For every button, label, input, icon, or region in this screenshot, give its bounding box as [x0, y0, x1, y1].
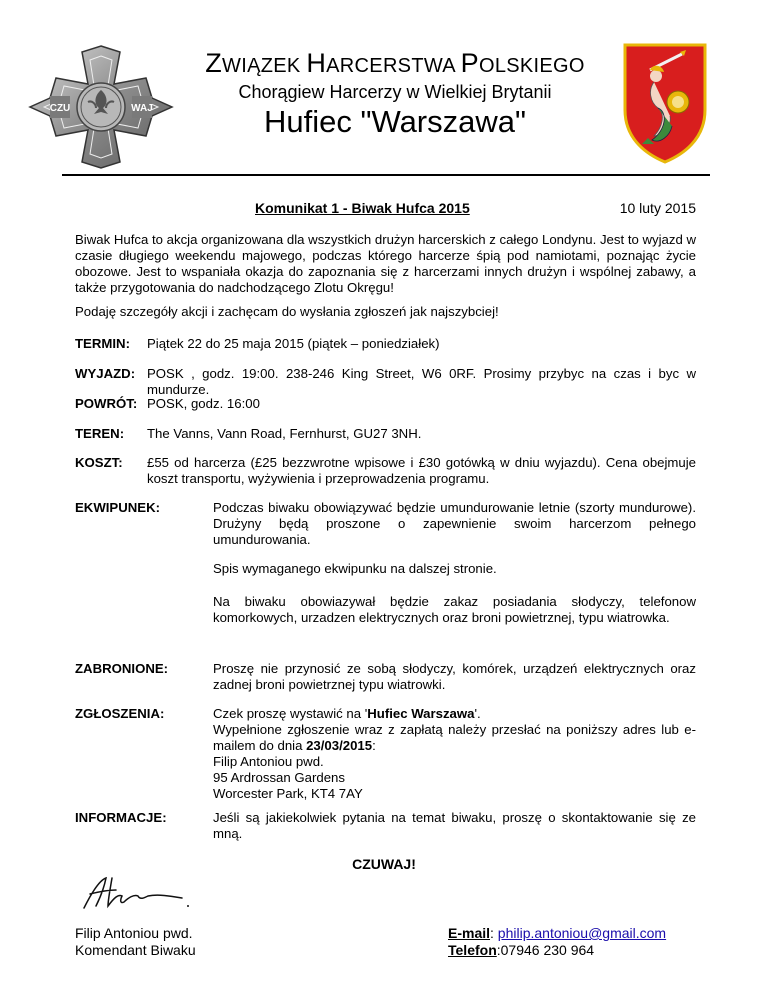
address-line-3: Worcester Park, KT4 7AY	[213, 786, 363, 801]
organization-subtitle: Chorągiew Harcerzy w Wielkiej Brytanii	[238, 82, 552, 102]
cross-left-label: CZU	[49, 103, 71, 114]
signatory-name: Filip Antoniou pwd.	[75, 925, 193, 941]
invite-paragraph: Podaję szczegóły akcji i zachęcam do wysłania zgłoszeń jak najszybciej!	[75, 304, 499, 319]
ekwipunek-paragraph-1: Podczas biwaku obowiązywać będzie umundurowanie letnie (szorty mundurowe). Drużyny będą proszone o zapewnienie swoim harcerzom pełnego umundurowania.	[213, 500, 696, 547]
deadline-date: 23/03/2015	[306, 738, 373, 753]
koszt-value: £55 od harcerza (£25 bezzwrotne wpisowe i £30 gotówką w dniu wyjazdu). Cena obejmuje koszt transportu, wyżywienia i przeprowadzenia programu.	[147, 455, 696, 486]
powrot-value: POSK, godz. 16:00	[147, 396, 260, 411]
ekwipunek-paragraph-3: Na biwaku obowiazywał będzie zakaz posiadania słodyczy, telefonow komorkowych, urzadzen elektrycznych oraz broni powietrznej, typu wiatrowka.	[213, 594, 696, 625]
wyjazd-value: POSK , godz. 19:00. 238-246 King Street, W6 0RF. Prosimy przybyc na czas i byc w mundurze.	[147, 366, 696, 397]
cross-right-label: WAJ	[131, 103, 153, 114]
ekwipunek-label: EKWIPUNEK:	[75, 500, 160, 515]
informacje-label: INFORMACJE:	[75, 810, 167, 825]
email-label: E-mail	[448, 925, 491, 941]
scout-cross-emblem	[22, 42, 180, 172]
ekwipunek-paragraph-2: Spis wymaganego ekwipunku na dalszej stronie.	[213, 561, 497, 576]
phone-number: 07946 230 964	[500, 942, 595, 958]
organization-name: ZWIĄZEK HARCERSTWA POLSKIEGO	[205, 48, 585, 78]
koszt-label: KOSZT:	[75, 455, 123, 470]
notice-date: 10 luty 2015	[619, 200, 696, 216]
phone-label: Telefon	[448, 942, 497, 958]
zgloszenia-value: Czek proszę wystawić na 'Hufiec Warszawa'. Wypełnione zgłoszenie wraz z zapłatą należy przesłać na poniższy adres lub e-mailem do dnia 23/03/2015: Filip Antoniou pwd. 95 Ardrossan Gardens Worcester Park, KT4 7AY	[213, 706, 696, 801]
wyjazd-label: WYJAZD:	[75, 366, 136, 381]
motto: CZUWAJ!	[352, 856, 416, 872]
payee-name: Hufiec Warszawa	[367, 706, 475, 721]
address-line-1: Filip Antoniou pwd.	[213, 754, 324, 769]
informacje-value: Jeśli są jakiekolwiek pytania na temat biwaku, proszę o skontaktowanie się ze mną.	[213, 810, 696, 841]
unit-name: Hufiec "Warszawa"	[263, 104, 527, 139]
email-link[interactable]: philip.antoniou@gmail.com	[497, 925, 667, 941]
notice-title: Komunikat 1 - Biwak Hufca 2015	[255, 200, 470, 216]
zgloszenia-label: ZGŁOSZENIA:	[75, 706, 165, 721]
zabronione-value: Proszę nie przynosić ze sobą słodyczy, komórek, urządzeń elektrycznych oraz zadnej broni powietrznej typu wiatrowki.	[213, 661, 696, 692]
teren-label: TEREN:	[75, 426, 125, 441]
teren-value: The Vanns, Vann Road, Fernhurst, GU27 3NH.	[147, 426, 422, 441]
powrot-label: POWRÓT:	[75, 396, 138, 411]
warsaw-mermaid-crest	[620, 40, 710, 165]
address-line-2: 95 Ardrossan Gardens	[213, 770, 345, 785]
signature-image	[78, 872, 198, 914]
contact-block: E-mail: philip.antoniou@gmail.com Telefon:07946 230 964	[448, 925, 667, 958]
zabronione-label: ZABRONIONE:	[75, 661, 169, 676]
termin-label: TERMIN:	[75, 336, 130, 351]
signatory-block	[75, 925, 196, 959]
signatory-role: Komendant Biwaku	[75, 942, 196, 958]
intro-paragraph: Biwak Hufca to akcja organizowana dla wszystkich drużyn harcerskich z całego Londynu. Jest to wyjazd w czasie długiego weekendu majowego, podczas którego harcerze śpią pod namiotami, poznając życie obozowe. Jest to wspaniała okazja do zapoznania się z harcerzami innych drużyn i wspólnej zabawy, a także przygotowania do nadchodzącego Zlotu Okręgu!	[75, 232, 696, 295]
termin-value: Piątek 22 do 25 maja 2015 (piątek – poniedziałek)	[147, 336, 440, 351]
header-divider	[62, 174, 710, 176]
